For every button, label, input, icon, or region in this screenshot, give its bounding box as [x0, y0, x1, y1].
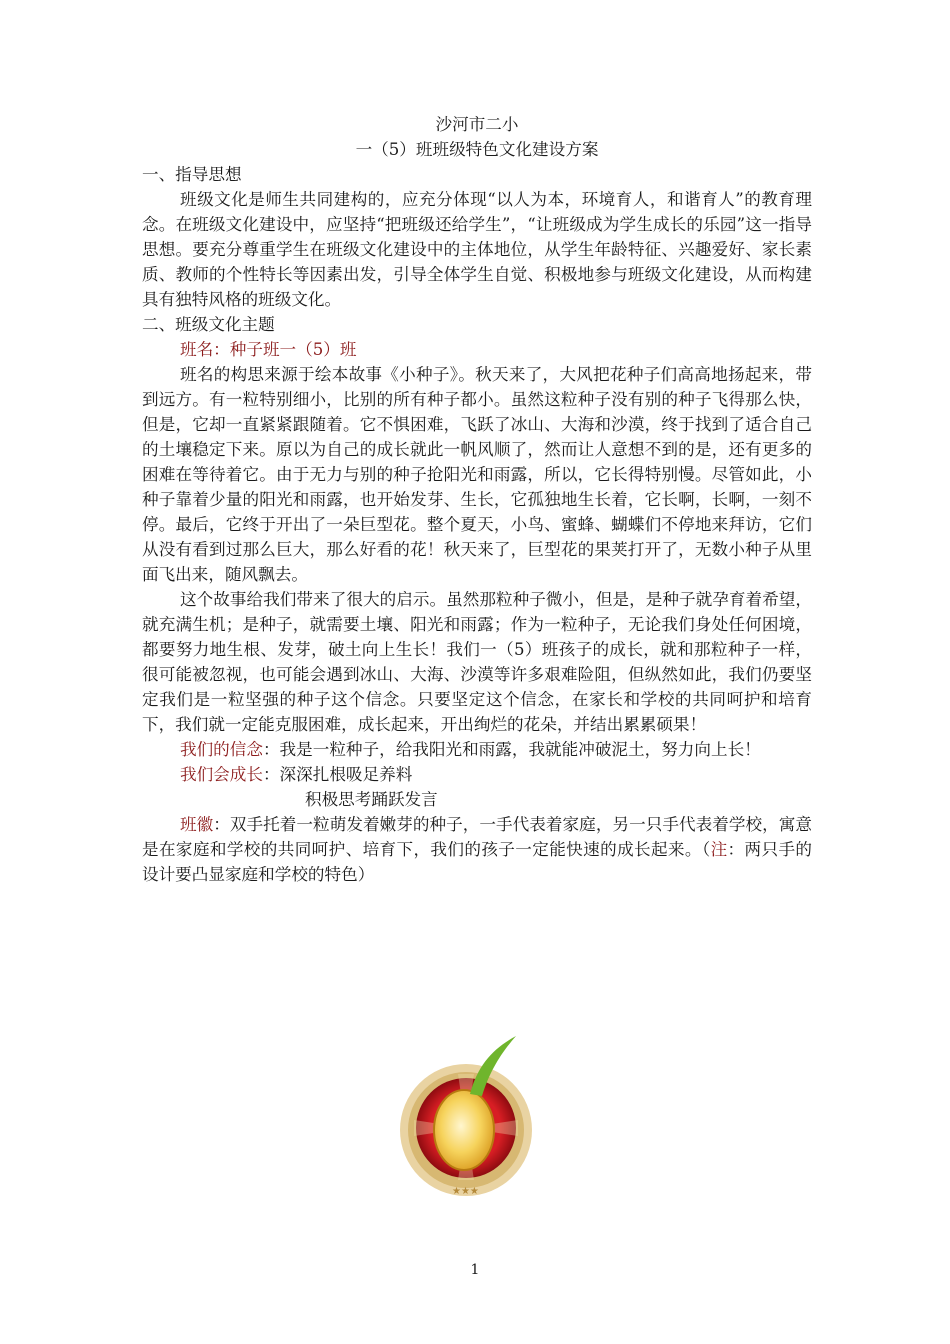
grow-line-1	[142, 762, 812, 787]
belief-text: ：我是一粒种子，给我阳光和雨露，我就能冲破泥土，努力向上长！	[262, 740, 761, 759]
class-name-line	[142, 337, 812, 362]
document-page	[142, 112, 812, 887]
grow-label: 我们会成长	[180, 765, 263, 784]
inspiration-paragraph: 这个故事给我们带来了很大的启示。虽然那粒种子微小，但是，是种子就孕育着希望，就充满生机；是种子，就需要土壤、阳光和雨露；作为一粒种子，无论我们身处任何困境，都要努力地生根、发芽，破土向上生长！我们一（5）班孩子的成长，就和那粒种子一样，很可能被忽视，也可能会遇到冰山、大海、沙漠等许多艰难险阻，但纵然如此，我们仍要坚定我们是一粒坚强的种子这个信念。只要坚定这个信念，在家长和学校的共同呵护和培育下，我们就一定能克服困难，成长起来，开出绚烂的花朵，并结出累累硕果！	[142, 590, 812, 734]
belief-label: 我们的信念	[180, 740, 263, 759]
stars-icon	[452, 1186, 479, 1197]
class-emblem-image	[398, 1024, 534, 1204]
section-2-heading: 二、班级文化主题	[142, 315, 275, 334]
badge-label: 班徽	[180, 815, 214, 834]
document-title: 一（5）班班级特色文化建设方案	[355, 140, 599, 159]
section-1-heading: 一、指导思想	[142, 165, 242, 184]
class-name-label: 班名：	[180, 340, 230, 359]
page-number: 1	[470, 1262, 480, 1278]
seed-icon	[434, 1090, 494, 1170]
story-paragraph: 班名的构思来源于绘本故事《小种子》。秋天来了，大风把花种子们高高地扬起来，带到远方。有一粒特别细小，比别的所有种子都小。虽然这粒种子没有别的种子飞得那么快，但是，它却一直紧紧跟随着。它不惧困难，飞跃了冰山、大海和沙漠，终于找到了适合自己的土壤稳定下来。原以为自己的成长就此一帆风顺了，然而让人意想不到的是，还有更多的困难在等待着它。由于无力与别的种子抢阳光和雨露，所以，它长得特别慢。尽管如此，小种子靠着少量的阳光和雨露，也开始发芽、生长，它孤独地生长着，它长啊，长啊，一刻不停。最后，它终于开出了一朵巨型花。整个夏天，小鸟、蜜蜂、蝴蝶们不停地来拜访，它们从没有看到过那么巨大，那么好看的花！秋天来了，巨型花的果荚打开了，无数小种子从里面飞出来，随风飘去。	[142, 365, 812, 584]
class-name-value: 种子班一（5）班	[229, 340, 357, 359]
belief-paragraph	[142, 737, 812, 762]
svg-text:★★★: ★★★	[452, 1186, 479, 1197]
badge-paragraph	[142, 812, 812, 887]
note-text: ：两只手的设计要凸显家庭和学校的特色）	[142, 840, 813, 884]
grow-line-2: 积极思考踊跃发言	[305, 790, 438, 809]
school-name: 沙河市二小	[435, 115, 519, 134]
section-1-paragraph: 班级文化是师生共同建构的，应充分体现“以人为本，环境育人，和谐育人”的教育理念。在班级文化建设中，应坚持“把班级还给学生”，“让班级成为学生成长的乐园”这一指导思想。要充分尊重学生在班级文化建设中的主体地位，从学生年龄特征、兴趣爱好、家长素质、教师的个性特长等因素出发，引导全体学生自觉、积极地参与班级文化建设，从而构建具有独特风格的班级文化。	[142, 190, 812, 309]
grow-text-1: ：深深扎根吸足养料	[262, 765, 413, 784]
badge-text: ：双手托着一粒萌发着嫩芽的种子，一手代表着家庭，另一只手代表着学校，寓意是在家庭和学校的共同呵护、培育下，我们的孩子一定能快速的成长起来。（	[142, 815, 812, 859]
note-label: 注	[710, 840, 728, 859]
